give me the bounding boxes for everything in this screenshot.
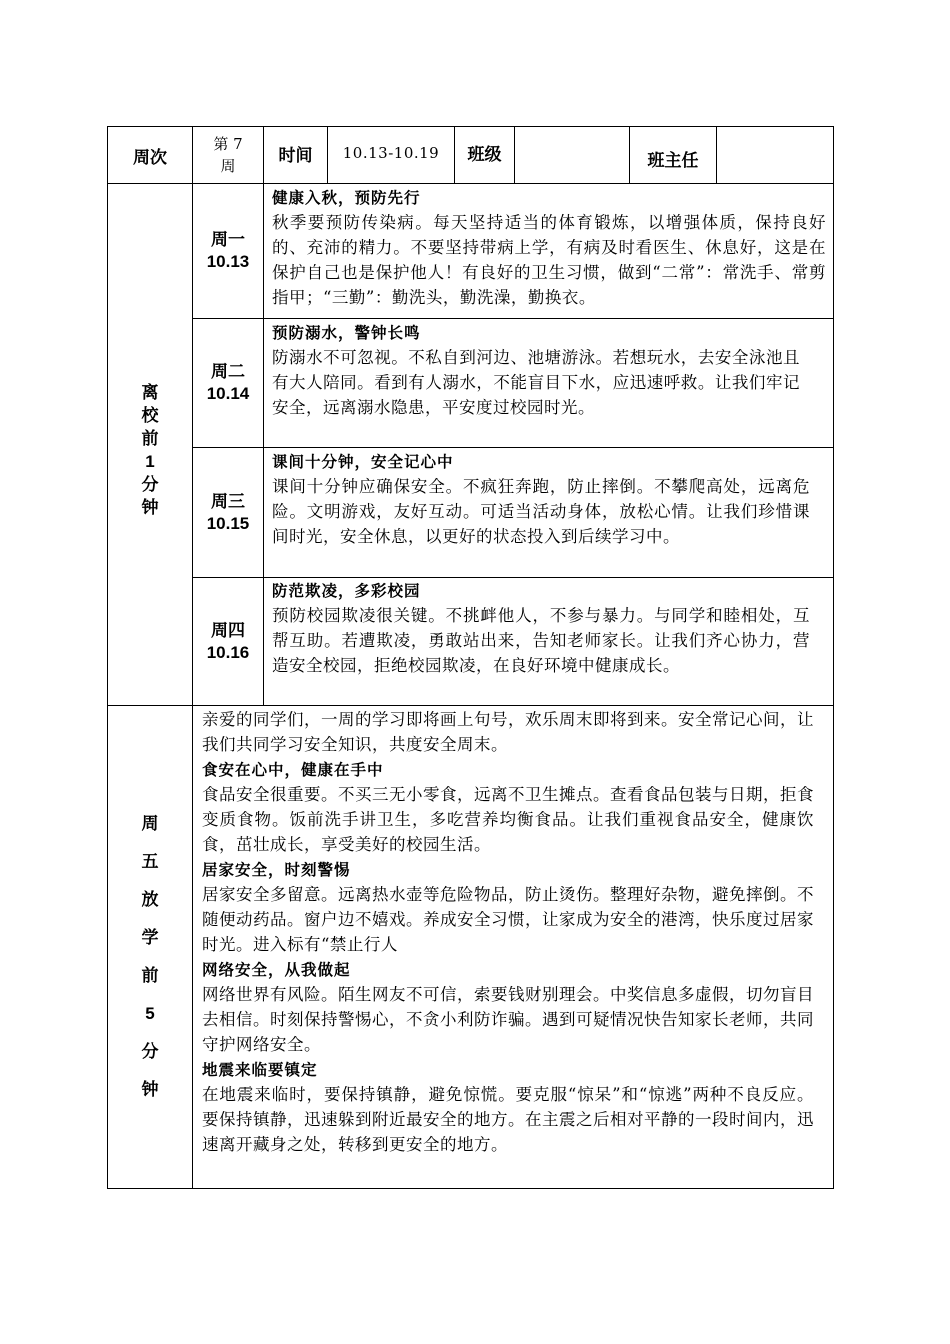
section1-label-char: 1 bbox=[145, 451, 155, 471]
topic-title: 预防溺水，警钟长鸣 bbox=[272, 323, 421, 342]
time-label: 时间 bbox=[278, 145, 313, 165]
teacher-value[interactable] bbox=[717, 127, 833, 183]
section2-label-char: 学 bbox=[141, 928, 159, 947]
topic-text: 预防校园欺凌很关键。不挑衅他人，不参与暴力。与同学和睦相处，互帮互助。若遭欺凌，勇敢站出来，告知老师家长。让我们齐心协力，营造安全校园，拒绝校园欺凌，在良好环境中健康成长。 bbox=[272, 606, 810, 675]
section1-label-char: 钟 bbox=[141, 497, 159, 517]
section2-label-char: 5 bbox=[145, 1004, 155, 1023]
day-cell-tuesday bbox=[193, 319, 263, 447]
day-cell-wednesday bbox=[193, 448, 263, 577]
day-date: 10.16 bbox=[206, 642, 250, 662]
day-name: 周二 bbox=[211, 362, 245, 381]
week-value-line2: 周 bbox=[220, 157, 236, 175]
section2-label-char: 前 bbox=[141, 966, 159, 985]
section2-label-char: 周 bbox=[141, 814, 159, 833]
topic-text: 防溺水不可忽视。不私自到河边、池塘游泳。若想玩水，去安全泳池且有大人陪同。看到有人溺水，不能盲目下水，应迅速呼救。让我们牢记安全，远离溺水隐患，平安度过校园时光。 bbox=[272, 348, 800, 417]
topic-title: 居家安全，时刻警惕 bbox=[202, 860, 351, 879]
day-name: 周一 bbox=[211, 230, 245, 249]
topic-title: 课间十分钟，安全记心中 bbox=[272, 452, 454, 471]
topic-title: 健康入秋，预防先行 bbox=[272, 188, 421, 207]
topic-text: 居家安全多留意。远离热水壶等危险物品，防止烫伤。整理好杂物，避免摔倒。不随便动药品。窗户边不嬉戏。养成安全习惯，让家成为安全的港湾，快乐度过居家时光。进入标有“禁止行人 bbox=[202, 885, 814, 954]
class-value[interactable] bbox=[515, 127, 629, 183]
day-content-tuesday bbox=[272, 320, 800, 420]
class-label: 班级 bbox=[467, 144, 502, 164]
day-content-wednesday bbox=[272, 449, 810, 549]
teacher-label: 班主任 bbox=[647, 150, 699, 170]
week-value bbox=[193, 127, 263, 183]
day-date: 10.15 bbox=[206, 513, 250, 533]
day-date: 10.14 bbox=[206, 384, 250, 403]
time-value: 10.13-10.19 bbox=[342, 144, 440, 162]
topic-text: 食品安全很重要。不买三无小零食，远离不卫生摊点。查看食品包装与日期，拒食变质食物。饭前洗手讲卫生，多吃营养均衡食品。让我们重视食品安全，健康饮食，茁壮成长，享受美好的校园生活。 bbox=[202, 785, 814, 854]
row-divider-2 bbox=[263, 447, 834, 448]
topic-title: 食安在心中，健康在手中 bbox=[202, 760, 384, 779]
section1-label-char: 离 bbox=[141, 382, 159, 402]
section2-label-char: 分 bbox=[141, 1042, 159, 1061]
section2-vertical-label bbox=[108, 706, 192, 1188]
week-label: 周次 bbox=[133, 147, 167, 167]
topic-text: 秋季要预防传染病。每天坚持适当的体育锻炼，以增强体质，保持良好的、充沛的精力。不要坚持带病上学，有病及时看医生、休息好，这是在保护自己也是保护他人！有良好的卫生习惯，做到“二常”：常洗手、常剪指甲；“三勤”：勤洗头，勤洗澡，勤换衣。 bbox=[272, 213, 826, 307]
table-border-bottom bbox=[107, 1188, 834, 1189]
topic-text: 课间十分钟应确保安全。不疯狂奔跑，防止摔倒。不攀爬高处，远离危险。文明游戏，友好互动。可适当活动身体，放松心情。让我们珍惜课间时光，安全休息，以更好的状态投入到后续学习中。 bbox=[272, 477, 810, 546]
col-divider-2 bbox=[263, 126, 264, 706]
day-content-monday bbox=[272, 185, 826, 310]
week-value-line1: 第 7 bbox=[213, 135, 243, 153]
section1-label-char: 校 bbox=[141, 405, 159, 425]
day-cell-thursday bbox=[193, 578, 263, 705]
topic-title: 地震来临要镇定 bbox=[202, 1060, 318, 1079]
row-divider-1 bbox=[263, 318, 834, 319]
section1-vertical-label bbox=[108, 184, 192, 705]
section2-label-char: 钟 bbox=[141, 1080, 159, 1099]
intro-text: 亲爱的同学们，一周的学习即将画上句号，欢乐周末即将到来。安全常记心间，让我们共同学习安全知识，共度安全周末。 bbox=[202, 710, 814, 754]
section2-content bbox=[202, 707, 814, 1157]
section-divider bbox=[107, 705, 834, 706]
day-cell-monday bbox=[193, 184, 263, 318]
section1-label-char: 分 bbox=[141, 474, 159, 494]
topic-title: 防范欺凌，多彩校园 bbox=[272, 581, 421, 600]
day-date: 10.13 bbox=[206, 252, 250, 271]
table-border-right bbox=[833, 126, 834, 1189]
topic-title: 网络安全，从我做起 bbox=[202, 960, 351, 979]
day-content-thursday bbox=[272, 578, 810, 678]
topic-text: 在地震来临时，要保持镇静，避免惊慌。要克服“惊呆”和“惊逃”两种不良反应。要保持镇静，迅速躲到附近最安全的地方。在主震之后相对平静的一段时间内，迅速离开藏身之处，转移到更安全的地方。 bbox=[202, 1085, 814, 1154]
day-name: 周三 bbox=[211, 491, 245, 511]
section2-label-char: 五 bbox=[141, 852, 159, 871]
section2-label-char: 放 bbox=[141, 890, 159, 909]
topic-text: 网络世界有风险。陌生网友不可信，索要钱财别理会。中奖信息多虚假，切勿盲目去相信。时刻保持警惕心，不贪小利防诈骗。遇到可疑情况快告知家长老师，共同守护网络安全。 bbox=[202, 985, 814, 1054]
day-name: 周四 bbox=[211, 620, 245, 640]
section1-label-char: 前 bbox=[141, 428, 159, 448]
